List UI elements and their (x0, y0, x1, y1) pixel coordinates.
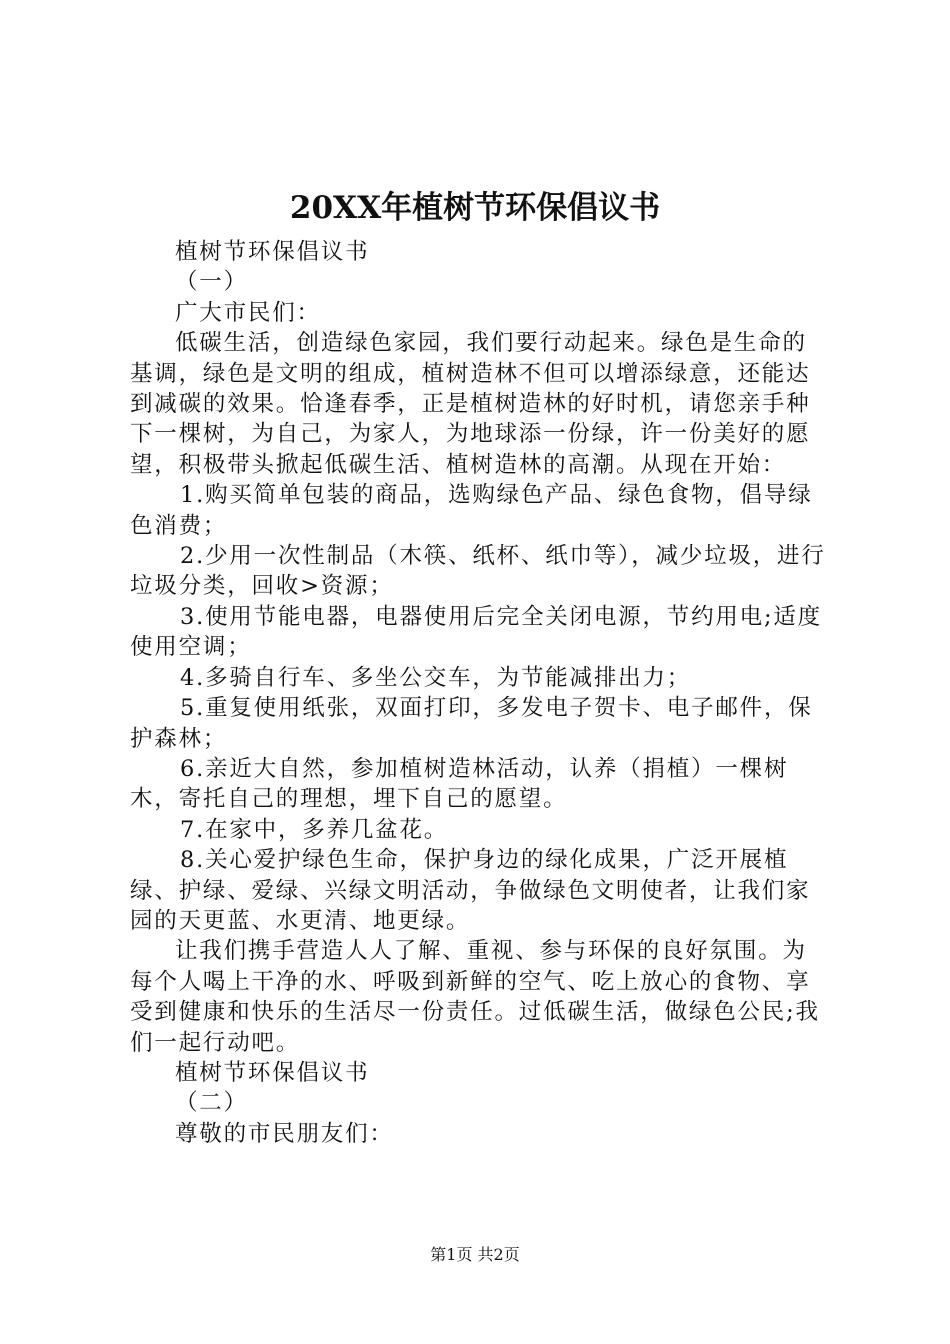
paragraph-item-1: 1.购买简单包装的商品，选购绿色产品、绿色食物，倡导绿色消费； (130, 482, 813, 539)
paragraph-heading-2: 植树节环保倡议书 (175, 1059, 370, 1086)
paragraph-section-2: （二） (175, 1090, 248, 1117)
paragraph-item-7: 7.在家中，多养几盆花。 (180, 816, 449, 843)
paragraph-item-3: 3.使用节能电器，电器使用后完全关闭电源，节约用电;适度使用空调； (130, 603, 822, 661)
paragraph-heading-1: 植树节环保倡议书 (175, 239, 370, 265)
paragraph-item-5: 5.重复使用纸张，双面打印，多发电子贺卡、电子邮件，保护森林； (130, 695, 813, 752)
paragraph-item-2: 2.少用一次性制品（木筷、纸杯、纸巾等），减少垃圾，进行垃圾分类，回收>资源； (130, 543, 826, 600)
paragraph-salutation-2: 尊敬的市民朋友们： (175, 1120, 394, 1147)
document-body (130, 237, 830, 1149)
document-title: 20XX年植树节环保倡议书 (289, 190, 661, 226)
paragraph-salutation-1: 广大市民们： (175, 299, 321, 326)
paragraph-section-1: （一） (175, 269, 248, 296)
page-number-footer: 第1页 共2页 (430, 1245, 520, 1264)
paragraph-intro: 低碳生活，创造绿色家园，我们要行动起来。绿色是生命的基调，绿色是文明的组成，植树造林不但可以增添绿意，还能达到减碳的效果。恰逢春季，正是植树造林的好时机，请您亲手种下一棵树，为自己，为家人，为地球添一份绿，许一份美好的愿望，积极带头掀起低碳生活、植树造林的高潮。从现在开始： (130, 330, 811, 478)
paragraph-item-8: 8.关心爱护绿色生命，保护身边的绿化成果，广泛开展植绿、护绿、爱绿、兴绿文明活动，争做绿色文明使者，让我们家园的天更蓝、水更清、地更绿。 (130, 847, 811, 934)
paragraph-closing: 让我们携手营造人人了解、重视、参与环保的良好氛围。为每个人喝上干净的水、呼吸到新鲜的空气、吃上放心的食物、享受到健康和快乐的生活尽一份责任。过低碳生活，做绿色公民;我们一起行动吧。 (130, 938, 820, 1056)
paragraph-item-4: 4.多骑自行车、多坐公交车，为节能减排出力； (180, 664, 692, 691)
paragraph-item-6: 6.亲近大自然，参加植树造林活动，认养（捐植）一棵树木，寄托自己的理想，埋下自己的愿望。 (130, 755, 789, 813)
